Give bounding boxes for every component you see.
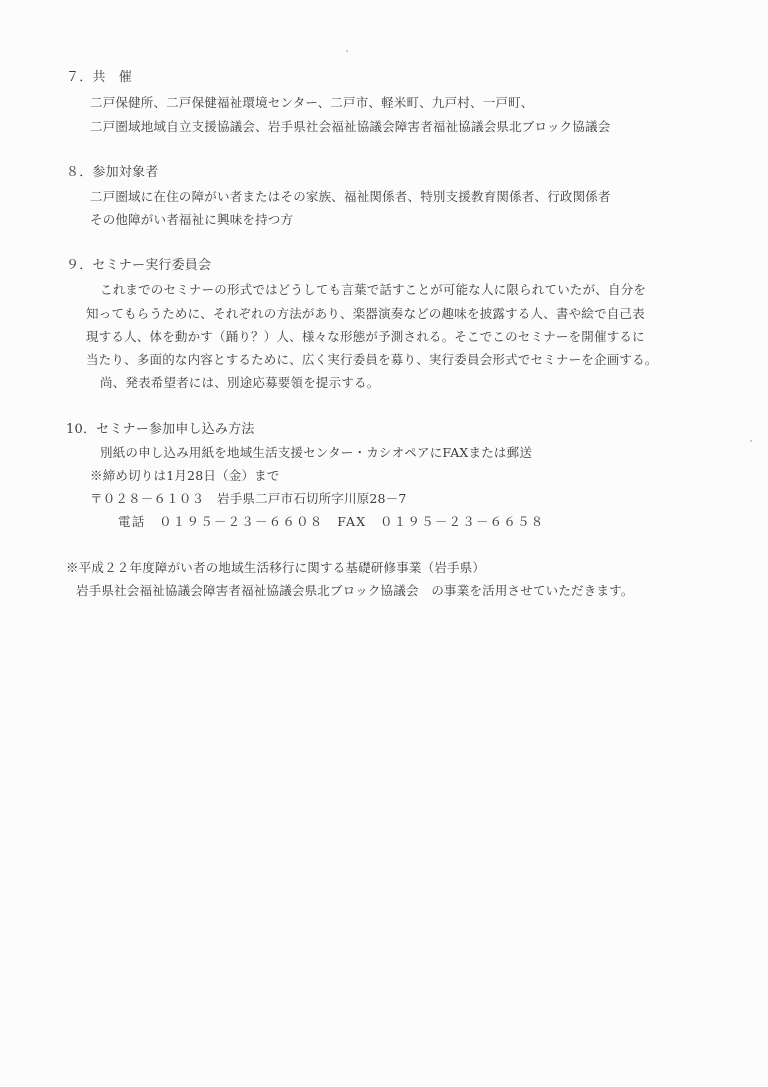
section-10-line-1: 別紙の申し込み用紙を地域生活支援センター・カシオペアにFAXまたは郵送 <box>100 445 533 460</box>
section-9-line-4: 当たり、多面的な内容とするために、広く実行委員を募り、実行委員会形式でセミナーを企画する。 <box>86 352 658 367</box>
section-9-line-2: 知ってもらうために、それぞれの方法があり、楽器演奏などの趣味を披露する人、書や絵で自己表 <box>86 306 645 321</box>
scan-speck <box>750 440 752 442</box>
section-7-heading: ７．共 催 <box>66 70 133 85</box>
section-7-line-2: 二戸圏域地域自立支援協議会、岩手県社会福祉協議会障害者福祉協議会県北ブロック協議会 <box>90 119 611 134</box>
section-7-line-1: 二戸保健所、二戸保健福祉環境センター、二戸市、軽米町、九戸村、一戸町、 <box>90 95 534 110</box>
scan-speck <box>346 50 348 52</box>
footer-line: 岩手県社会福祉協議会障害者福祉協議会県北ブロック協議会 の事業を活用させていただきます。 <box>76 583 634 598</box>
section-8-heading: ８．参加対象者 <box>66 165 159 180</box>
section-9-line-1: これまでのセミナーの形式ではどうしても言葉で話すことが可能な人に限られていたが、自分を <box>100 282 647 297</box>
section-8-line-1: 二戸圏域に在住の障がい者またはその家族、福祉関係者、特別支援教育関係者、行政関係者 <box>90 189 611 204</box>
section-10-address: 〒０２８－６１０３ 岩手県二戸市石切所字川原28－7 <box>90 491 407 506</box>
section-9-line-5: 尚、発表希望者には、別途応募要領を提示する。 <box>100 375 380 390</box>
footer-note: ※平成２２年度障がい者の地域生活移行に関する基礎研修事業（岩手県） <box>66 560 486 575</box>
section-10-heading: 10．セミナー参加申し込み方法 <box>66 422 255 437</box>
section-9-heading: ９．セミナー実行委員会 <box>66 258 212 273</box>
section-10-phone-fax: 電話 ０１９５－２３－６６０８ FAX ０１９５－２３－６６５８ <box>118 514 545 529</box>
section-9-line-3: 現する人、体を動かす（踊り？）人、様々な形態が予測される。そこでこのセミナーを開催するに <box>86 329 645 344</box>
section-8-line-2: その他障がい者福祉に興味を持つ方 <box>90 212 294 227</box>
section-10-deadline: ※締め切りは1月28日（金）まで <box>90 468 280 483</box>
